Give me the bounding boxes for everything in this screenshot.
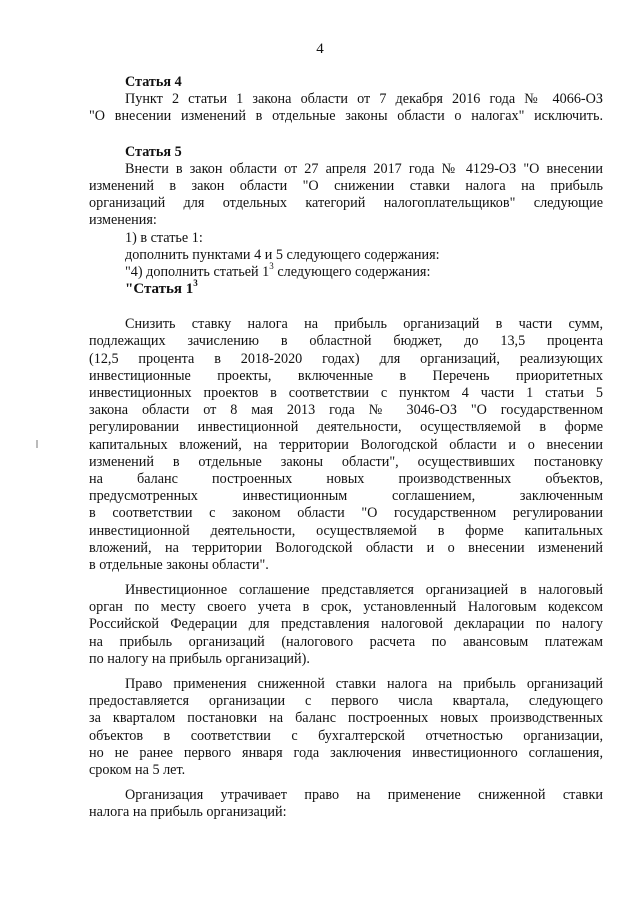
text-line: Снизить ставку налога на прибыль организаций в части сумм,	[125, 316, 603, 333]
text-line: Российской Федерации для представления налоговой декларации по налогу	[89, 616, 603, 633]
text-line: Организация утрачивает право на применение сниженной ставки	[125, 787, 603, 804]
text-line: инвестиционной деятельности, осуществляемой в форме капитальных	[89, 522, 603, 539]
text-line: в отдельные законы области".	[89, 556, 269, 573]
text-line: Пункт 2 статьи 1 закона области от 7 декабря 2016 года № 4066-ОЗ	[125, 91, 603, 108]
text-line: предоставляется организации с первого числа квартала, следующего	[89, 693, 603, 710]
text-line: но не ранее первого января года заключения инвестиционного соглашения,	[89, 744, 603, 761]
text-line: закона области от 8 мая 2013 года № 3046-ОЗ "О государственном	[89, 402, 603, 419]
article-1-3-heading	[89, 278, 603, 298]
text-line: вложений, на территории Вологодской области и о внесении изменений	[89, 539, 603, 556]
article-1-3-title: "Статья 1	[125, 281, 194, 298]
text-line: налога на прибыль организаций:	[89, 804, 287, 821]
text-line: инвестиционных проектов в соответствии с пунктом 4 части 1 статьи 5	[89, 385, 603, 401]
text-line: по налогу на прибыль организаций).	[89, 650, 310, 667]
text-line: инвестиционные проекты, включенные в Перечень приоритетных	[89, 367, 603, 384]
page-number: 4	[316, 41, 324, 57]
article-5-heading: Статья 5	[125, 143, 182, 160]
text-line: предусмотренных инвестиционным соглашением, заключенным	[89, 488, 603, 505]
text-line: "О внесении изменений в отдельные законы области о налогах" исключить.	[89, 108, 603, 125]
text-line: Право применения сниженной ставки налога на прибыль организаций	[125, 676, 603, 692]
text-line: орган по месту своего учета в срок, установленный Налоговым кодексом	[89, 599, 603, 616]
text-line: на баланс построенных новых производственных объектов,	[89, 470, 603, 487]
text-line: капитальных вложений, на территории Вологодской области и о внесении	[89, 436, 603, 453]
text-line: в соответствии с законом области "О государственном регулировании	[89, 505, 603, 522]
text-line: Внести в закон области от 27 апреля 2017 года № 4129-ОЗ "О внесении	[125, 160, 603, 177]
text-line: подлежащих зачислению в областной бюджет, до 13,5 процента	[89, 333, 603, 350]
text-line: Инвестиционное соглашение представляется организацией в налоговый	[125, 582, 603, 599]
text-line: изменений в закон области "О снижении ставки налога на прибыль	[89, 177, 603, 194]
superscript: 3	[193, 278, 198, 289]
text-line: на прибыль организаций (налогового расчета по авансовым платежам	[89, 633, 603, 650]
text-line: за кварталом постановки на баланс построенных новых производственных	[89, 710, 603, 727]
text-line: изменения:	[89, 212, 157, 229]
text-line: объектов в соответствии с бухгалтерской отчетностью организации,	[89, 727, 603, 744]
text-line: регулировании инвестиционной деятельности, осуществляемой в форме	[89, 419, 603, 436]
text-line: сроком на 5 лет.	[89, 761, 186, 778]
text-line: организаций для отдельных категорий налогоплательщиков" следующие	[89, 195, 603, 212]
list-item: 1) в статье 1:	[125, 229, 203, 246]
list-item	[89, 261, 603, 281]
item4-text: "4) дополнить статьей 1	[125, 263, 270, 280]
item4-text-suffix: следующего содержания:	[273, 263, 431, 280]
superscript: 3	[269, 261, 274, 272]
margin-mark	[36, 440, 38, 448]
article-4-heading: Статья 4	[125, 74, 182, 90]
list-item: дополнить пунктами 4 и 5 следующего содержания:	[125, 246, 440, 263]
text-line: изменений в отдельные законы области", осуществивших постановку	[89, 453, 603, 470]
document-body	[89, 74, 603, 822]
text-line: (12,5 процента в 2018-2020 годах) для организаций, реализующих	[89, 350, 603, 367]
